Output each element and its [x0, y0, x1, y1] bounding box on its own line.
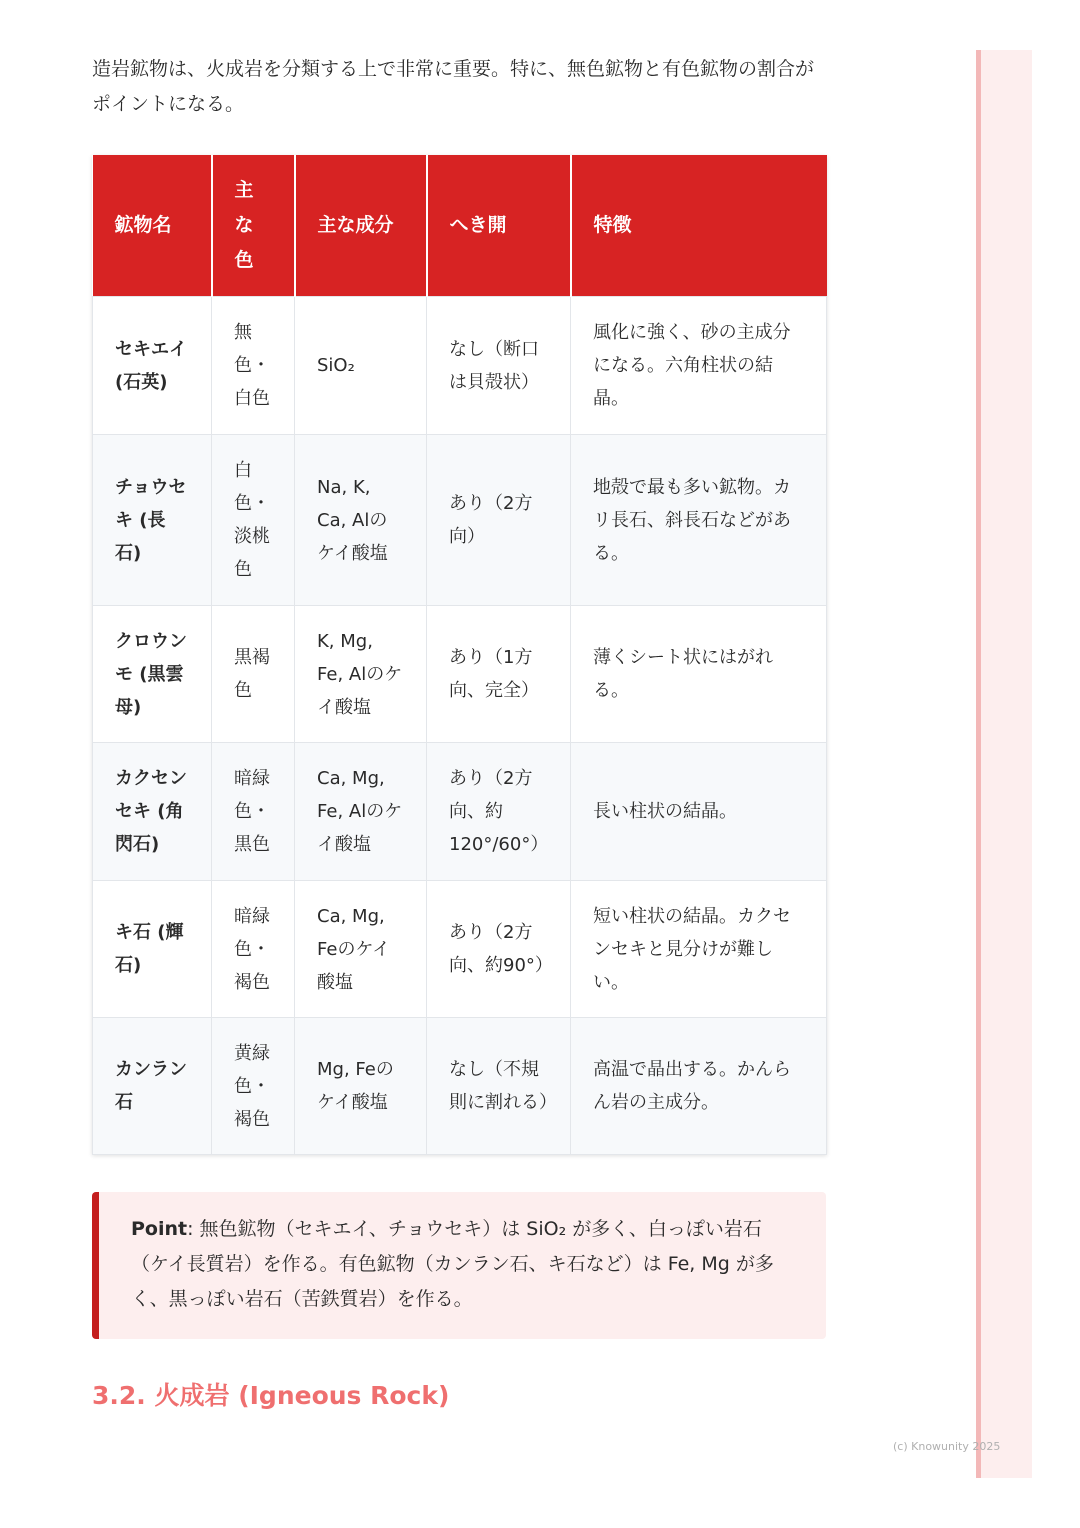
cell-color: 黄緑色・褐色: [212, 1018, 295, 1155]
cell-cleavage: あり（2方向、約120°/60°）: [427, 743, 571, 881]
header-main-component: 主な成分: [295, 155, 427, 297]
intro-paragraph: 造岩鉱物は、火成岩を分類する上で非常に重要。特に、無色鉱物と有色鉱物の割合がポイントになる。: [92, 58, 815, 115]
section-heading: 3.2. 火成岩 (Igneous Rock): [92, 1381, 450, 1410]
point-label: Point: [131, 1218, 188, 1240]
cell-cleavage: あり（1方向、完全）: [427, 606, 571, 743]
cell-component: Ca, Mg, Fe, Alのケイ酸塩: [295, 743, 427, 881]
table-row: [93, 297, 827, 435]
table-header-row: [93, 155, 827, 297]
cell-cleavage: なし（不規則に割れる）: [427, 1018, 571, 1155]
header-mineral-name: 鉱物名: [93, 155, 212, 297]
table-row: [93, 606, 827, 743]
cell-component: SiO₂: [295, 297, 427, 435]
header-cleavage: へき開: [427, 155, 571, 297]
cell-color: 白色・淡桃色: [212, 435, 295, 606]
cell-color: 無色・白色: [212, 297, 295, 435]
copyright-footer: (c) Knowunity 2025: [893, 1440, 1001, 1453]
cell-mineral-name: カクセンセキ (角閃石): [93, 743, 212, 881]
cell-mineral-name: キ石 (輝石): [93, 881, 212, 1018]
cell-component: K, Mg, Fe, Alのケイ酸塩: [295, 606, 427, 743]
cell-features: 長い柱状の結晶。: [571, 743, 827, 881]
side-margin-strip: [976, 50, 1032, 1478]
cell-color: 黒褐色: [212, 606, 295, 743]
point-callout: [92, 1192, 826, 1339]
table-row: [93, 743, 827, 881]
cell-features: 高温で晶出する。かんらん岩の主成分。: [571, 1018, 827, 1155]
cell-features: 薄くシート状にはがれる。: [571, 606, 827, 743]
header-features: 特徴: [571, 155, 827, 297]
cell-features: 短い柱状の結晶。カクセンセキと見分けが難しい。: [571, 881, 827, 1018]
point-text: : 無色鉱物（セキエイ、チョウセキ）は SiO₂ が多く、白っぽい岩石（ケイ長質岩）を作る。有色鉱物（カンラン石、キ石など）は Fe, Mg が多く、黒っぽい岩石（苦鉄質岩）を作る。: [131, 1218, 774, 1310]
cell-cleavage: あり（2方向）: [427, 435, 571, 606]
cell-component: Na, K, Ca, Alのケイ酸塩: [295, 435, 427, 606]
cell-color: 暗緑色・褐色: [212, 881, 295, 1018]
header-main-color: 主な色: [212, 155, 295, 297]
cell-mineral-name: クロウンモ (黒雲母): [93, 606, 212, 743]
side-margin-line: [976, 50, 981, 1478]
cell-component: Mg, Feのケイ酸塩: [295, 1018, 427, 1155]
table-row: [93, 881, 827, 1018]
mineral-table: [92, 155, 827, 1155]
cell-color: 暗緑色・黒色: [212, 743, 295, 881]
cell-mineral-name: セキエイ (石英): [93, 297, 212, 435]
cell-cleavage: なし（断口は貝殻状）: [427, 297, 571, 435]
cell-mineral-name: カンラン石: [93, 1018, 212, 1155]
cell-features: 地殻で最も多い鉱物。カリ長石、斜長石などがある。: [571, 435, 827, 606]
cell-features: 風化に強く、砂の主成分になる。六角柱状の結晶。: [571, 297, 827, 435]
cell-component: Ca, Mg, Feのケイ酸塩: [295, 881, 427, 1018]
cell-cleavage: あり（2方向、約90°）: [427, 881, 571, 1018]
table-row: [93, 435, 827, 606]
table-row: [93, 1018, 827, 1155]
cell-mineral-name: チョウセキ (長石): [93, 435, 212, 606]
